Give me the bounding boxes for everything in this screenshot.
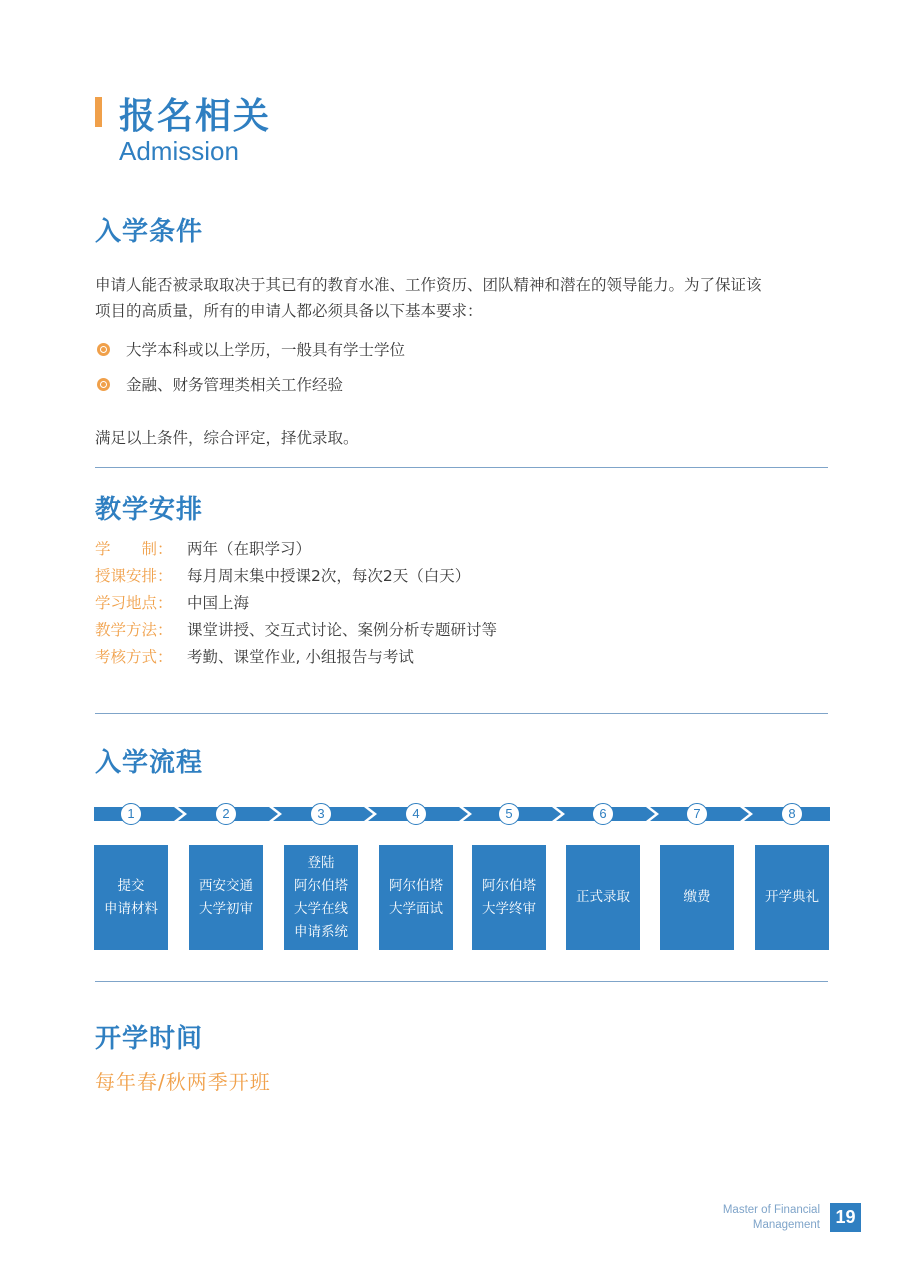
page-title: 报名相关: [119, 96, 272, 137]
step-number-2: 2: [215, 803, 237, 825]
requirement-bullet-2: [97, 373, 343, 395]
footer-line: Management: [752, 1219, 820, 1231]
teaching-row-duration: [95, 538, 311, 560]
step-box-1: 提交 申请材料: [94, 845, 168, 950]
step-box-3: 登陆 阿尔伯塔 大学在线 申请系统: [284, 845, 358, 950]
info-label: 考核方式：: [95, 648, 173, 666]
step-number-5: 5: [498, 803, 520, 825]
page-number: 19: [830, 1203, 861, 1232]
requirements-intro-line1: 申请人能否被录取取决于其已有的教育水准、工作资历、团队精神和潜在的领导能力。为了保证该: [95, 276, 762, 294]
info-value: 中国上海: [187, 594, 250, 612]
info-value: 两年（在职学习）: [187, 540, 312, 558]
page-subtitle: Admission: [119, 136, 239, 166]
step-box-5: 阿尔伯塔 大学终审: [472, 845, 546, 950]
step-number-3: 3: [310, 803, 332, 825]
section-divider: [95, 981, 828, 982]
footer-program-name: [723, 1203, 820, 1233]
section-title-process: 入学流程: [95, 748, 204, 778]
step-box-8: 开学典礼: [755, 845, 829, 950]
step-number-7: 7: [686, 803, 708, 825]
info-value: 考勤、课堂作业, 小组报告与考试: [187, 648, 414, 666]
section-divider: [95, 467, 828, 468]
step-number-4: 4: [405, 803, 427, 825]
teaching-row-schedule: [95, 565, 470, 587]
teaching-row-assessment: [95, 646, 414, 668]
section-title-teaching: 教学安排: [95, 495, 204, 525]
process-arrow-band: [94, 807, 830, 821]
enrollment-time-text: 每年春/秋两季开班: [95, 1070, 271, 1094]
section-title-requirements: 入学条件: [95, 217, 204, 247]
section-title-enrollment: 开学时间: [95, 1024, 204, 1054]
step-number-8: 8: [781, 803, 803, 825]
info-label: 授课安排：: [95, 567, 173, 585]
info-label: 学 制：: [95, 540, 173, 558]
bullet-circle-icon: [97, 378, 110, 391]
info-label: 学习地点：: [95, 594, 173, 612]
step-number-6: 6: [592, 803, 614, 825]
section-divider: [95, 713, 828, 714]
footer-line: Master of Financial: [722, 1204, 820, 1216]
requirement-text: 金融、财务管理类相关工作经验: [126, 376, 344, 394]
header-accent-bar: [95, 97, 102, 127]
info-label: 教学方法：: [95, 621, 173, 639]
info-value: 课堂讲授、交互式讨论、案例分析专题研讨等: [187, 621, 498, 639]
info-value: 每月周末集中授课2次，每次2天（白天）: [187, 567, 471, 585]
requirements-intro-line2: 项目的高质量，所有的申请人都必须具备以下基本要求：: [95, 302, 483, 320]
requirement-text: 大学本科或以上学历，一般具有学士学位: [126, 341, 406, 359]
step-box-6: 正式录取: [566, 845, 640, 950]
step-box-2: 西安交通 大学初审: [189, 845, 263, 950]
teaching-row-method: [95, 619, 497, 641]
step-box-4: 阿尔伯塔 大学面试: [379, 845, 453, 950]
step-number-1: 1: [120, 803, 142, 825]
step-box-7: 缴费: [660, 845, 734, 950]
requirements-closing: 满足以上条件，综合评定，择优录取。: [95, 429, 359, 447]
requirement-bullet-1: [97, 338, 405, 360]
teaching-row-location: [95, 592, 249, 614]
bullet-circle-icon: [97, 343, 110, 356]
